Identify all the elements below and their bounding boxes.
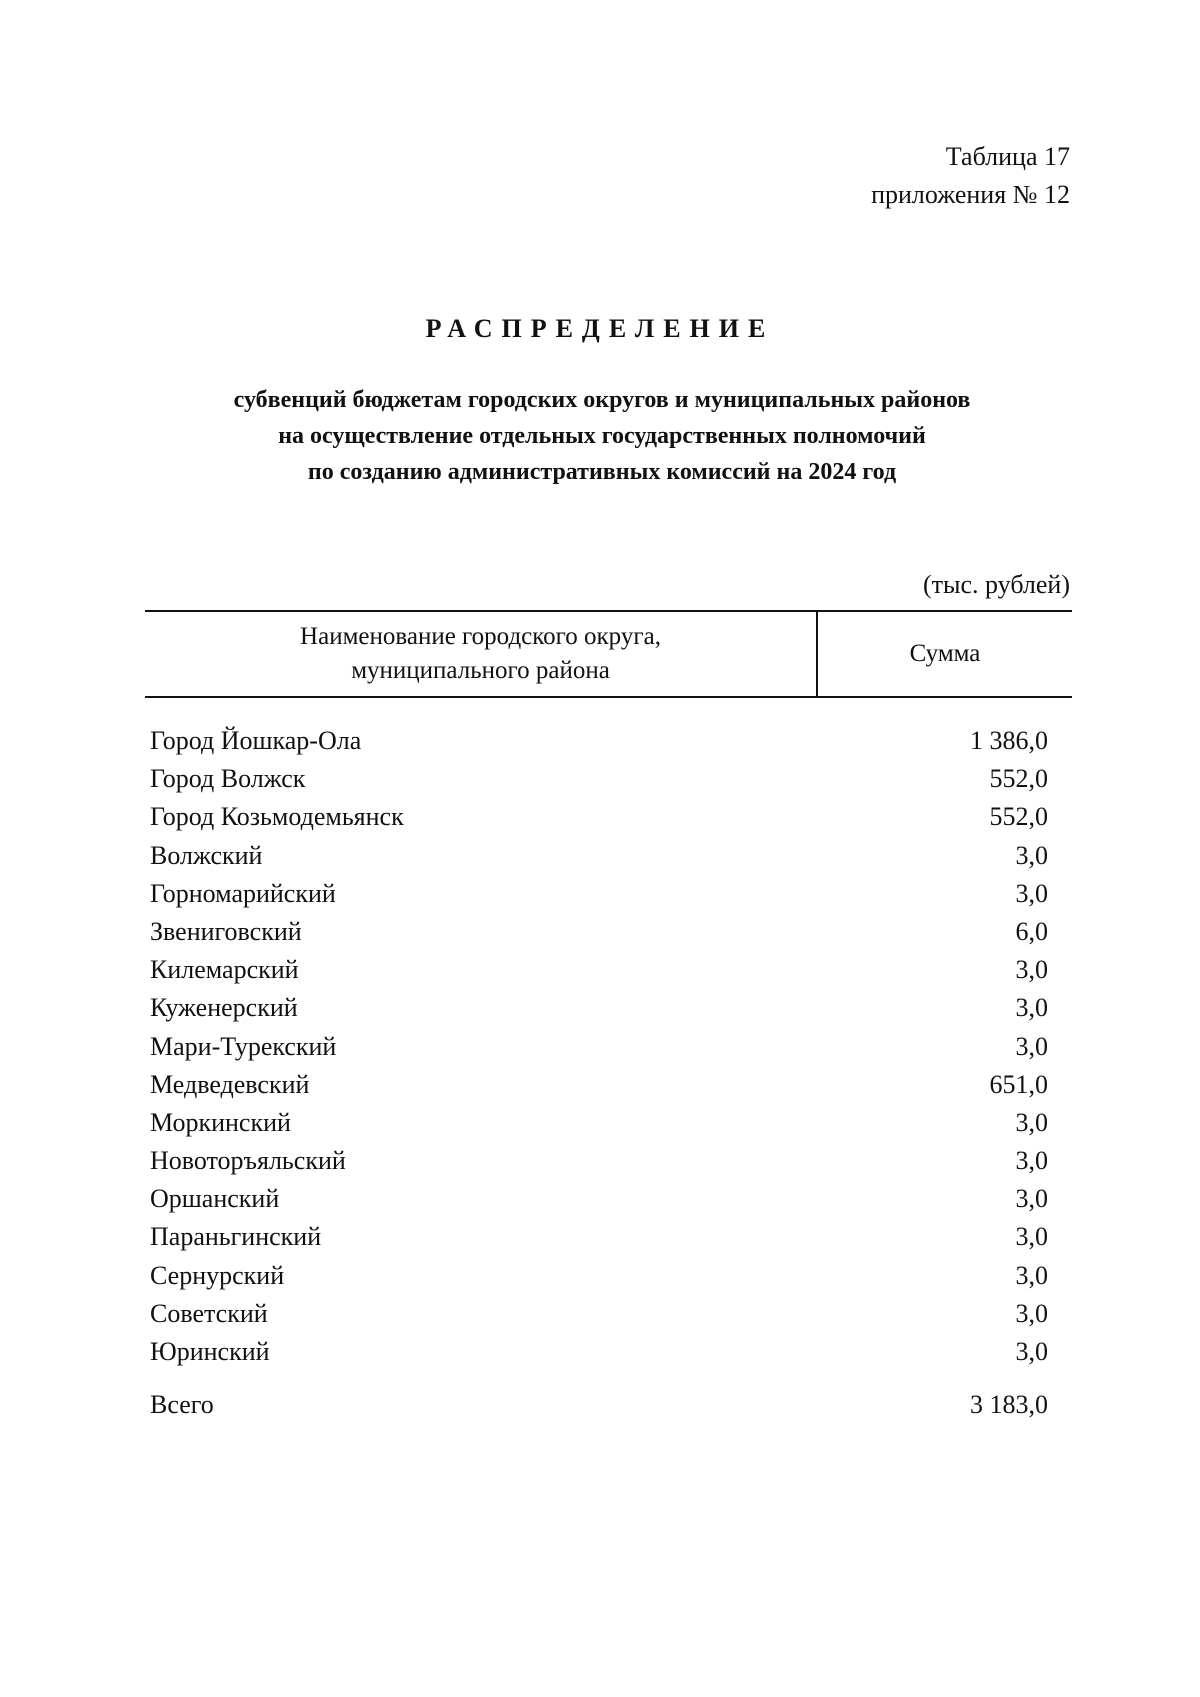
table-row — [150, 1218, 1048, 1256]
table-row — [150, 722, 1048, 760]
document-title: РАСПРЕДЕЛЕНИЕ — [425, 314, 775, 343]
total-label: Всего — [150, 1390, 214, 1419]
row-sum: 651,0 — [989, 1069, 1048, 1099]
table-row — [150, 760, 1048, 798]
row-name: Советский — [150, 1298, 268, 1328]
row-name: Медведевский — [150, 1069, 310, 1099]
table-row — [150, 1180, 1048, 1218]
row-sum: 1 386,0 — [970, 726, 1048, 755]
table-body — [150, 722, 1048, 1371]
row-name: Город Йошкар-Ола — [150, 726, 362, 755]
table-row — [150, 1066, 1048, 1104]
subtitle-line-2: на осуществление отдельных государственных полномочий — [278, 423, 926, 449]
row-sum: 3,0 — [1015, 878, 1048, 908]
table-number: Таблица 17 — [945, 142, 1070, 171]
row-name: Сернурский — [150, 1260, 285, 1290]
table-row — [150, 1104, 1048, 1142]
row-sum: 3,0 — [1015, 840, 1048, 870]
row-sum: 3,0 — [1015, 1031, 1048, 1061]
row-sum: 3,0 — [1015, 1298, 1048, 1328]
row-sum: 6,0 — [1015, 916, 1048, 946]
row-sum: 3,0 — [1015, 1222, 1048, 1252]
subtitle-line-3: по созданию административных комиссий на 2024 год — [307, 459, 897, 485]
total-value: 3 183,0 — [970, 1390, 1048, 1419]
row-sum: 3,0 — [1015, 1107, 1048, 1137]
row-sum: 552,0 — [989, 802, 1048, 832]
column-header-name-line-2: муниципального района — [351, 657, 610, 684]
row-name: Куженерский — [150, 993, 298, 1023]
row-name: Звениговский — [150, 916, 302, 946]
column-header-name-line-1: Наименование городского округа, — [300, 623, 661, 650]
table-row — [150, 913, 1048, 951]
row-name: Параньгинский — [150, 1222, 322, 1252]
row-name: Оршанский — [150, 1184, 280, 1214]
row-sum: 552,0 — [989, 764, 1048, 794]
row-name: Горномарийский — [150, 878, 336, 908]
row-sum: 3,0 — [1015, 1184, 1048, 1214]
row-name: Килемарский — [150, 955, 299, 985]
table-row — [150, 951, 1048, 989]
table-row — [150, 1028, 1048, 1066]
table-row — [150, 875, 1048, 913]
table-row — [150, 837, 1048, 875]
row-name: Юринский — [150, 1337, 270, 1366]
subtitle-line-1: субвенций бюджетам городских округов и муниципальных районов — [233, 387, 971, 413]
row-sum: 3,0 — [1015, 1146, 1048, 1176]
units-label: (тыс. рублей) — [922, 570, 1070, 599]
row-name: Город Козьмодемьянск — [150, 802, 404, 832]
table-reference — [871, 138, 1070, 214]
table-row — [150, 1295, 1048, 1333]
table-row — [150, 1142, 1048, 1180]
document-subtitle — [140, 382, 1064, 490]
row-sum: 3,0 — [1015, 1337, 1048, 1366]
row-name: Мари-Турекский — [150, 1031, 337, 1061]
appendix-number: приложения № 12 — [871, 180, 1070, 209]
row-name: Моркинский — [150, 1107, 291, 1137]
row-name: Новоторъяльский — [150, 1146, 346, 1176]
table-row — [150, 1257, 1048, 1295]
table-header — [145, 610, 1072, 698]
row-name: Город Волжск — [150, 764, 306, 794]
table-row — [150, 989, 1048, 1027]
row-sum: 3,0 — [1015, 1260, 1048, 1290]
column-header-name — [145, 612, 818, 696]
row-sum: 3,0 — [1015, 993, 1048, 1023]
row-name: Волжский — [150, 840, 263, 870]
table-total-row — [150, 1386, 1048, 1424]
column-header-sum: Сумма — [909, 640, 981, 667]
table-row — [150, 798, 1048, 836]
table-row — [150, 1333, 1048, 1371]
row-sum: 3,0 — [1015, 955, 1048, 985]
